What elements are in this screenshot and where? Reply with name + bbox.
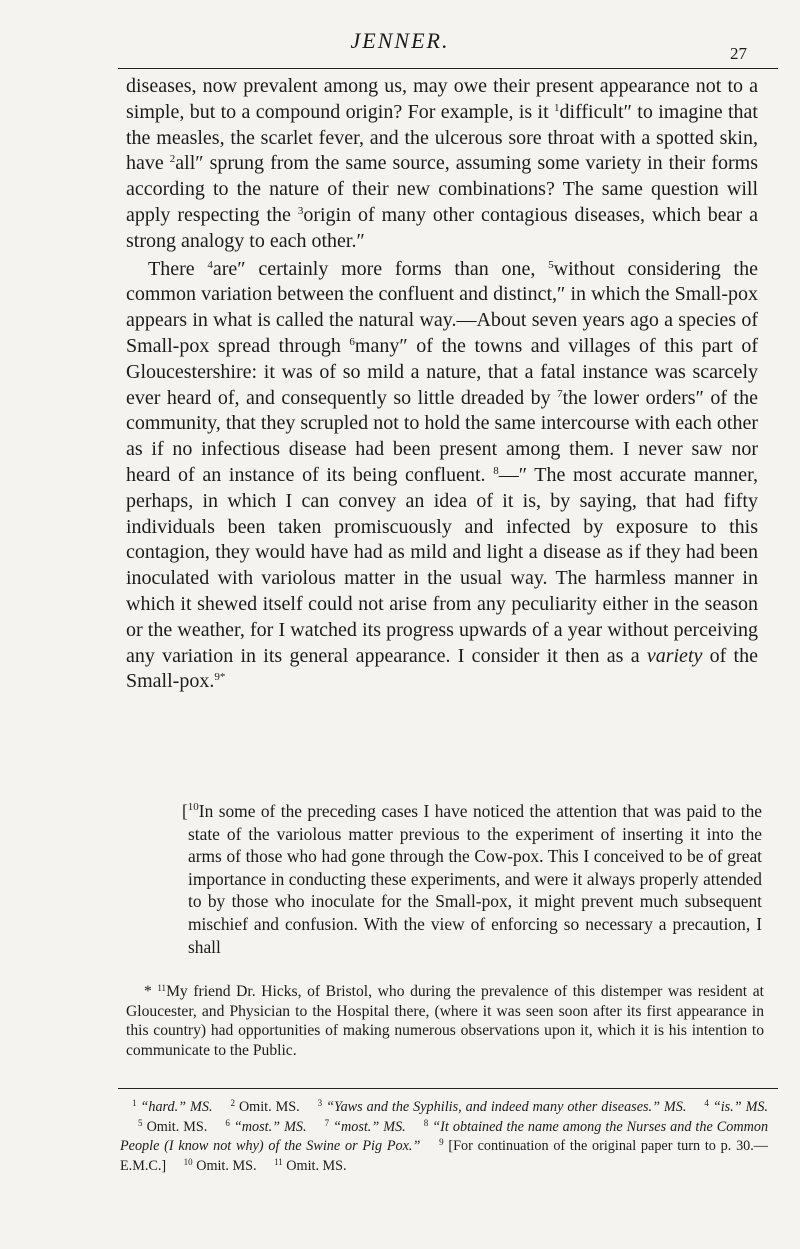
footnote-marker: * [219, 671, 226, 684]
note-marker: 10 [187, 801, 199, 813]
main-text [126, 74, 758, 695]
paragraph-1: diseases, now prevalent among us, may owe their present appearance not to a simple, but to a compound origin? For example, is it $^1$difficult″ to imagine that the measles, the scarlet fever, and the ulcerous sore throat with a spotted skin, have $^2$all″ sprung from the same source, assuming some variety in their forms according to the nature of their new combinations? The same question will apply respecting the $^3$origin of many other contagious diseases, which bear a strong analogy to each other.″ [126, 75, 758, 252]
note-number: 11 [274, 1156, 283, 1167]
note-number: 5 [138, 1117, 143, 1128]
note-number: 2 [230, 1098, 235, 1108]
header-rule [118, 68, 778, 69]
editorial-notes: $^1$ “hard.” MS. $^2$ Omit. MS. $^3$ “Yaws and the Syphilis, and indeed many other diseases.” MS. $^4$ “is.” MS. $^5$ Omit. MS. $^6$ “most.” MS. $^7$ “most.” MS. $^8$ “It obtained the name among the Nurses and the Common People (I know not why) of the Swine or Pig Pox.” $^9$ [For continuation of the original paper turn to p. 30.—E.M.C.] $^{10}$ Omit. MS. $^{11}$ Omit. MS. [120, 1098, 769, 1174]
note-marker: 4 [207, 258, 213, 271]
note-marker: 6 [349, 335, 355, 348]
note-marker: 9 [214, 671, 220, 684]
note-marker: 7 [557, 387, 563, 400]
note-marker: 1 [554, 101, 560, 114]
running-title: JENNER. [350, 28, 450, 53]
footnote: * $^{11}$My friend Dr. Hicks, of Bristol, who during the prevalence of this distemper was resident at Gloucester, and Physician to the Hospital there, (where it was seen soon after its first appearance in this country) had opportunities of making numerous observations upon it, which it is his intention to communicate to the Public. [126, 983, 764, 1059]
note-number: 6 [225, 1117, 230, 1128]
note-number: 3 [317, 1098, 323, 1108]
note-marker: 5 [548, 258, 554, 271]
emphasis-variety: variety [646, 644, 703, 667]
notes-rule [118, 1088, 778, 1089]
bracketed-passage: [$^{10}$In some of the preceding cases I have noticed the attention that was paid to the state of the variolous matter previous to the experiment of inserting it into the arms of those who had gone through the Cow-pox. This I conceived to be of great importance in conducting these experiments, and were it always properly attended to by those who inoculate for the Small-pox, it might prevent much subsequent mischief and confusion. With the view of enforcing so necessary a precaution, I shall [182, 801, 762, 957]
note-marker: 3 [297, 204, 304, 217]
note-number: 4 [704, 1098, 709, 1108]
note-number: 1 [132, 1098, 137, 1108]
note-marker: 2 [169, 153, 176, 166]
page-number: 27 [730, 44, 747, 63]
note-number: 10 [183, 1156, 193, 1167]
note-marker: 11 [157, 983, 167, 993]
paragraph-2: There $^4$are″ certainly more forms than one, $^5$without considering the common variation between the confluent and distinct,″ in which the Small-pox appears in what is called the natural way.—About seven years ago a species of Small-pox spread through $^6$many″ of the towns and villages of this part of Gloucestershire: it was of so mild a nature, that a fatal instance was scarcely ever heard of, and consequently so little dreaded by $^7$the lower orders″ of the community, that they scrupled not to hold the same intercourse with each other as if no infectious disease had been present among them. I never saw nor heard of an instance of its being confluent. $^8$—″ The most accurate manner, perhaps, in which I can convey an idea of it is, by saying, that had fifty individuals been taken promiscuously and infected by exposure to this contagion, they would have had as mild and light a disease as if they had been inoculated with variolous matter in the usual way. The harmless manner in which it shewed itself could not arise from any peculiarity either in the season or the weather, for I watched its progress upwards of a year without perceiving any variation in its general appearance. I consider it then as a variety of the Small-pox.$^{9*}$ [126, 257, 759, 693]
note-number: 7 [324, 1117, 330, 1128]
note-marker: 8 [493, 464, 499, 477]
note-number: 9 [439, 1137, 444, 1148]
note-number: 8 [423, 1117, 429, 1128]
